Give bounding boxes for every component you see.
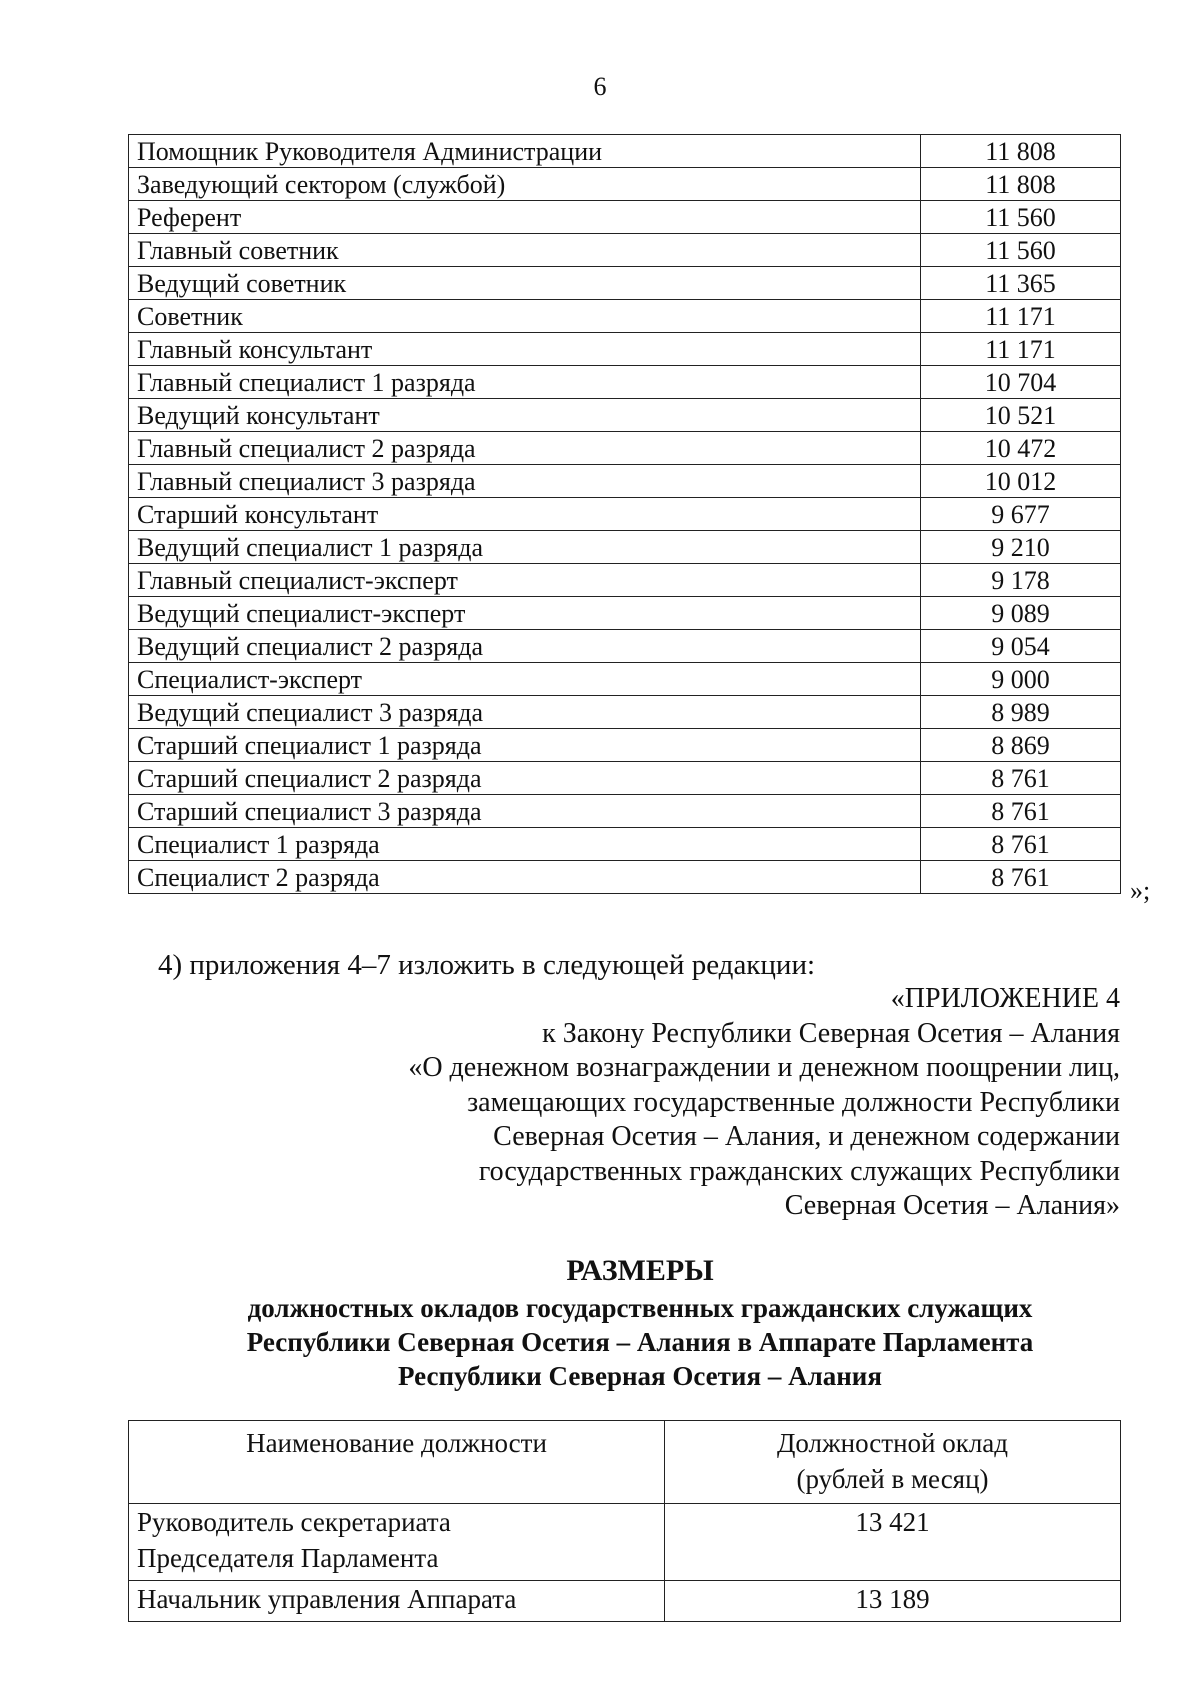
appendix-line: «ПРИЛОЖЕНИЕ 4 (890, 983, 1120, 1014)
appendix-line: замещающих государственные должности Республики (467, 1086, 1120, 1118)
position-cell: Главный специалист 2 разряда (129, 432, 921, 465)
position-cell: Начальник управления Аппарата (129, 1581, 665, 1622)
salary-cell: 8 761 (921, 762, 1121, 795)
position-cell: Специалист 2 разряда (129, 861, 921, 894)
heading-line: Республики Северная Осетия – Алания в Аппарате Парламента (246, 1327, 1034, 1357)
appendix-line: государственных гражданских служащих Республики (478, 1155, 1120, 1187)
table-row (129, 729, 1121, 762)
position-cell: Главный специалист 3 разряда (129, 465, 921, 498)
table-row (129, 762, 1121, 795)
salary-table-new (128, 1420, 1121, 1622)
table-row (129, 597, 1121, 630)
table-header-row (129, 1421, 1121, 1504)
salary-cell: 9 089 (921, 597, 1121, 630)
position-cell: Старший специалист 1 разряда (129, 729, 921, 762)
position-cell: Главный специалист-эксперт (129, 564, 921, 597)
table-row (129, 432, 1121, 465)
salary-cell: 13 189 (665, 1581, 1121, 1622)
table-row (129, 861, 1121, 894)
heading-line: Республики Северная Осетия – Алания (398, 1361, 882, 1391)
position-cell: Специалист 1 разряда (129, 828, 921, 861)
col-header-salary-line: (рублей в месяц) (796, 1464, 989, 1494)
col-header-salary-line: Должностной оклад (776, 1428, 1009, 1458)
position-line: Руководитель секретариата (137, 1507, 451, 1537)
table-row (129, 366, 1121, 399)
salary-cell: 9 000 (921, 663, 1121, 696)
amendment-paragraph: 4) приложения 4–7 изложить в следующей редакции: (158, 949, 816, 981)
position-cell: Главный специалист 1 разряда (129, 366, 921, 399)
table-row (129, 1581, 1121, 1622)
salary-cell: 9 054 (921, 630, 1121, 663)
position-cell: Специалист-эксперт (129, 663, 921, 696)
position-cell: Ведущий советник (129, 267, 921, 300)
position-cell: Старший специалист 3 разряда (129, 795, 921, 828)
appendix-line: «О денежном вознаграждении и денежном поощрении лиц, (408, 1052, 1120, 1083)
position-cell: Ведущий специалист 2 разряда (129, 630, 921, 663)
salary-cell: 8 761 (921, 795, 1121, 828)
table-row (129, 828, 1121, 861)
table-row (129, 696, 1121, 729)
table-row (129, 498, 1121, 531)
table-row (129, 531, 1121, 564)
position-cell: Ведущий специалист 1 разряда (129, 531, 921, 564)
position-cell: Ведущий специалист 3 разряда (129, 696, 921, 729)
table-row (129, 267, 1121, 300)
table-row (129, 300, 1121, 333)
position-cell (129, 1504, 665, 1581)
table-row (129, 564, 1121, 597)
table-row (129, 234, 1121, 267)
salary-cell: 8 761 (921, 861, 1121, 894)
position-line: Председателя Парламента (137, 1543, 439, 1573)
position-cell: Помощник Руководителя Администрации (129, 135, 921, 168)
position-cell: Ведущий консультант (129, 399, 921, 432)
table-row (129, 795, 1121, 828)
salary-cell: 8 761 (921, 828, 1121, 861)
salary-cell: 10 521 (921, 399, 1121, 432)
page-number: 6 (593, 72, 607, 101)
appendix-line: Северная Осетия – Алания, и денежном содержании (493, 1121, 1120, 1152)
position-cell: Старший специалист 2 разряда (129, 762, 921, 795)
appendix-header (320, 982, 1120, 1224)
table-row (129, 201, 1121, 234)
table-row (129, 168, 1121, 201)
position-cell: Референт (129, 201, 921, 234)
salary-cell: 8 989 (921, 696, 1121, 729)
position-cell: Заведующий сектором (службой) (129, 168, 921, 201)
table-row (129, 630, 1121, 663)
salary-cell: 11 808 (921, 135, 1121, 168)
col-header-salary (665, 1421, 1121, 1504)
position-cell: Главный советник (129, 234, 921, 267)
section-heading (0, 1253, 1200, 1393)
salary-cell: 13 421 (665, 1504, 1121, 1581)
appendix-line: Северная Осетия – Алания» (784, 1190, 1120, 1221)
salary-cell: 10 704 (921, 366, 1121, 399)
table-row (129, 399, 1121, 432)
heading-title: РАЗМЕРЫ (566, 1254, 714, 1287)
table-row (129, 1504, 1121, 1581)
table-row (129, 663, 1121, 696)
table-row (129, 333, 1121, 366)
table-row (129, 465, 1121, 498)
heading-line: должностных окладов государственных гражданских служащих (247, 1293, 1033, 1323)
position-cell: Советник (129, 300, 921, 333)
salary-cell: 9 677 (921, 498, 1121, 531)
salary-cell: 11 171 (921, 333, 1121, 366)
salary-cell: 11 560 (921, 234, 1121, 267)
salary-cell: 11 560 (921, 201, 1121, 234)
table-closing-mark: »; (1130, 876, 1151, 905)
salary-cell: 9 210 (921, 531, 1121, 564)
salary-cell: 11 808 (921, 168, 1121, 201)
salary-table-continued (128, 134, 1121, 894)
salary-cell: 8 869 (921, 729, 1121, 762)
position-cell: Главный консультант (129, 333, 921, 366)
salary-cell: 11 365 (921, 267, 1121, 300)
table-row (129, 135, 1121, 168)
salary-cell: 10 472 (921, 432, 1121, 465)
position-cell: Ведущий специалист-эксперт (129, 597, 921, 630)
salary-cell: 9 178 (921, 564, 1121, 597)
position-cell: Старший консультант (129, 498, 921, 531)
salary-cell: 10 012 (921, 465, 1121, 498)
col-header-position: Наименование должности (129, 1421, 665, 1504)
salary-cell: 11 171 (921, 300, 1121, 333)
appendix-line: к Закону Республики Северная Осетия – Алания (542, 1017, 1120, 1049)
